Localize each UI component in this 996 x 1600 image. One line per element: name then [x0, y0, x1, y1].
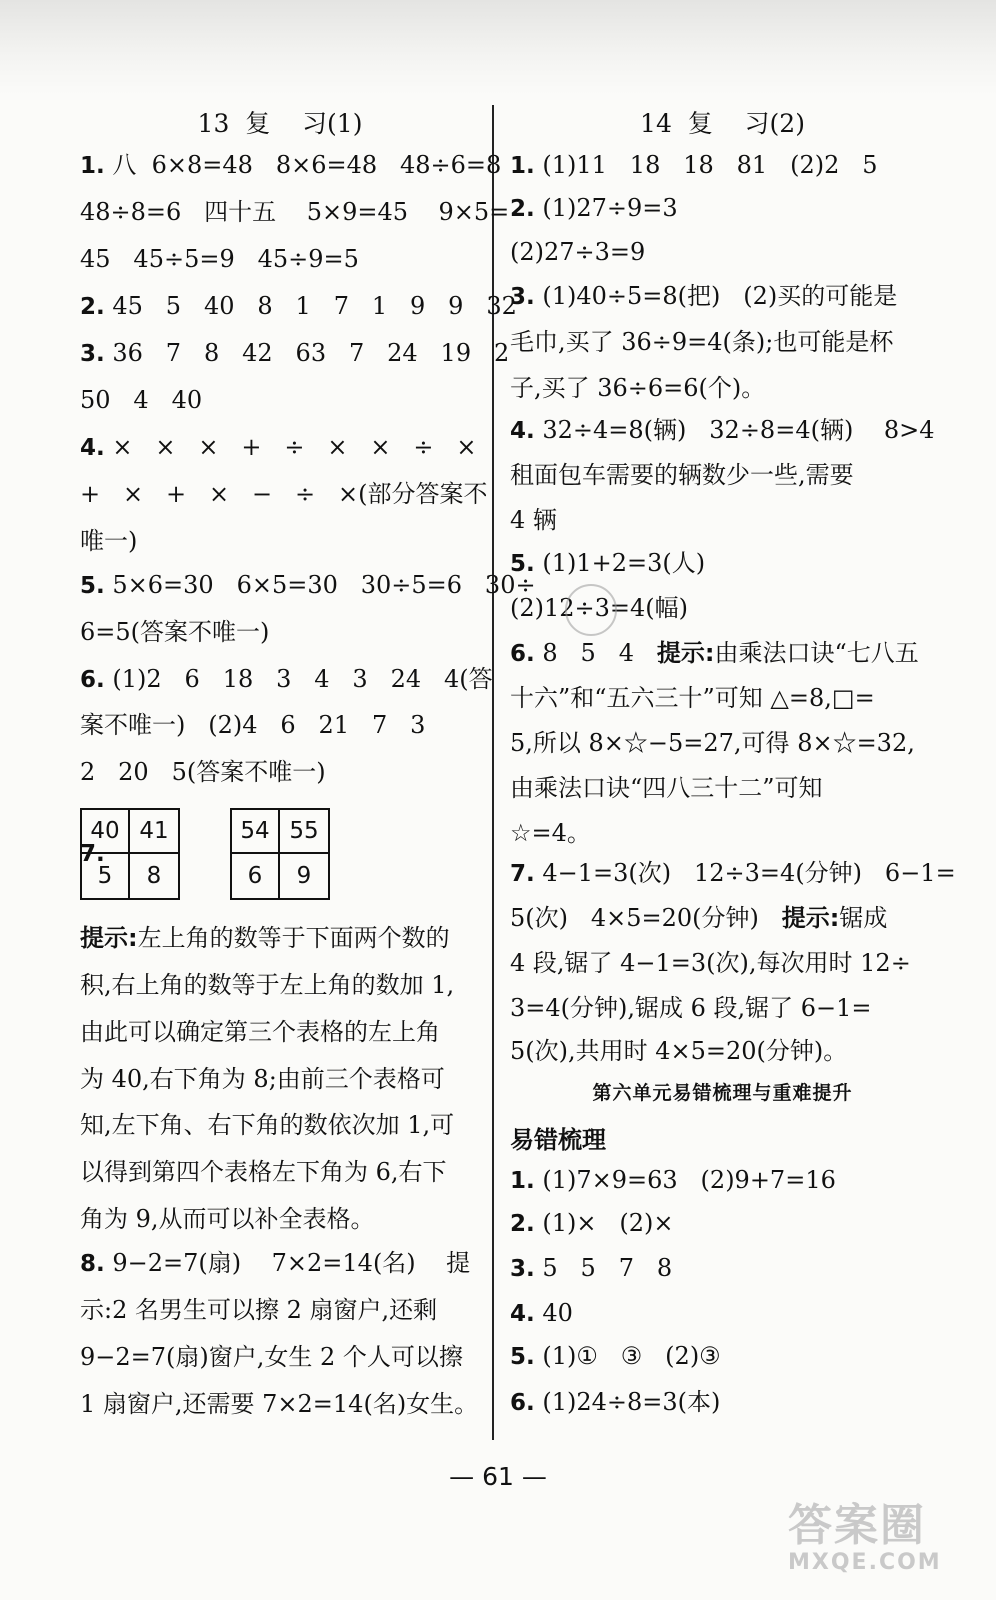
- question-number: 6.: [510, 1390, 535, 1416]
- question-number: 2.: [510, 196, 535, 222]
- hint-line: [80, 1012, 440, 1052]
- grid-cell: 55: [280, 810, 328, 854]
- answer-line: [510, 768, 823, 808]
- answer-text: 50 4 40: [80, 386, 203, 414]
- answer-line: [510, 368, 765, 408]
- grid-cell: 6: [232, 854, 280, 898]
- answer-line: [80, 333, 509, 373]
- answer-text: 5,所以 8×☆−5=27,可得 8×☆=32,: [510, 729, 915, 757]
- question-7-label: 7.: [80, 841, 105, 867]
- answer-text: 6=5(答案不唯一): [80, 618, 270, 646]
- answer-line: [510, 898, 887, 938]
- answer-text: 案不唯一) (2)4 6 21 7 3: [80, 711, 426, 739]
- hint-label: 提示:: [781, 904, 840, 932]
- answer-line: [80, 565, 536, 605]
- answer-text: × × × + ÷ × × ÷ ×: [104, 433, 477, 461]
- error-review-title: 易错梳理: [510, 1126, 606, 1154]
- answer-text: 1 扇窗户,还需要 7×2=14(名)女生。: [80, 1390, 479, 1418]
- answer-text: 4−1=3(次) 12÷3=4(分钟) 6−1=: [534, 859, 956, 887]
- scan-top-shadow: [0, 0, 996, 95]
- hint-line: [80, 1152, 447, 1192]
- answer-text: 5(次) 4×5=20(分钟): [510, 904, 782, 932]
- answer-line: [510, 678, 875, 718]
- page-number: — 61 —: [449, 1462, 547, 1491]
- left-section-heading: 13 复 习(1): [197, 109, 363, 138]
- grid-cell: 40: [82, 810, 130, 854]
- grid-cell: 41: [130, 810, 178, 854]
- hint-label: 提示:: [80, 924, 138, 952]
- answer-line: [80, 659, 493, 699]
- answer-text: (1)40÷5=8(把) (2)买的可能是: [534, 282, 898, 310]
- question-number: 3.: [80, 341, 105, 367]
- number-grid-2: [230, 808, 330, 900]
- answer-line: [80, 705, 425, 745]
- answer-text: 子,买了 36÷6=6(个)。: [510, 374, 766, 402]
- answer-line: [510, 1203, 673, 1243]
- answer-line: [510, 322, 893, 362]
- question-number: 8.: [80, 1251, 105, 1277]
- answer-text: 9−2=7(扇) 7×2=14(名) 提: [104, 1249, 471, 1277]
- answer-text: (1)× (2)×: [534, 1209, 674, 1237]
- answer-text: 5(次),共用时 4×5=20(分钟)。: [510, 1037, 848, 1065]
- hint-line: [80, 918, 450, 958]
- answer-text: 5 5 7 8: [534, 1254, 673, 1282]
- answer-text: (1)27÷9=3: [534, 194, 678, 222]
- grid-cell: 8: [146, 863, 162, 889]
- faint-stamp-mark: [565, 584, 617, 636]
- answer-text: 3=4(分钟),锯成 6 段,锯了 6−1=: [510, 994, 872, 1022]
- answer-line: [510, 988, 872, 1028]
- answer-line: [80, 1384, 478, 1424]
- question-number: 4.: [510, 418, 535, 444]
- answer-line: [80, 474, 487, 514]
- answer-text: (1)24÷8=3(本): [534, 1388, 721, 1416]
- answer-text: 5×6=30 6×5=30 30÷5=6 30÷: [104, 571, 536, 599]
- grid-cell: 54: [232, 810, 280, 854]
- answer-line: [510, 633, 919, 673]
- hint-label: 提示:: [656, 639, 715, 667]
- answer-text: + × + × − ÷ ×(部分答案不: [80, 480, 488, 508]
- answer-text: 4 辆: [510, 506, 557, 534]
- answer-line: [510, 145, 878, 185]
- hint-text: 知,左下角、右下角的数依次加 1,可: [80, 1111, 455, 1139]
- unit-section-title: 第六单元易错梳理与重难提升: [592, 1082, 853, 1104]
- answer-text: 唯一): [80, 527, 138, 555]
- question-number: 5.: [510, 551, 535, 577]
- answer-line: [80, 380, 202, 420]
- answer-line: [80, 1243, 470, 1283]
- hint-line: [80, 1105, 454, 1145]
- answer-text: 40: [534, 1299, 573, 1327]
- question-number: 2.: [510, 1211, 535, 1237]
- answer-line: [510, 1248, 672, 1288]
- question-number: 6.: [80, 667, 105, 693]
- answer-text: (1)2 6 18 3 4 3 24 4(答: [104, 665, 493, 693]
- answer-text: 毛巾,买了 36÷9=4(条);也可能是杯: [510, 328, 894, 356]
- answer-text: 由乘法口诀“四八三十二”可知: [510, 774, 823, 802]
- answer-text: 八 6×8=48 8×6=48 48÷6=8: [104, 151, 502, 179]
- answer-line: [510, 853, 956, 893]
- question-number: 4.: [510, 1301, 535, 1327]
- answer-text: 48÷8=6 四十五 5×9=45 9×5=: [80, 198, 510, 226]
- hint-text: 由此可以确定第三个表格的左上角: [80, 1018, 440, 1046]
- answer-text: 锯成: [839, 904, 888, 932]
- number-grid-1: [80, 808, 180, 900]
- grid-cell: 9: [296, 863, 312, 889]
- hint-text: 以得到第四个表格左下角为 6,右下: [80, 1158, 447, 1186]
- question-number: 1.: [510, 1168, 535, 1194]
- answer-text: (1)1+2=3(人): [534, 549, 706, 577]
- question-number: 5.: [80, 573, 105, 599]
- answer-text: 由乘法口诀“七八五: [714, 639, 919, 667]
- question-number: 2.: [80, 294, 105, 320]
- answer-line: [510, 813, 591, 853]
- question-number: 3.: [510, 1256, 535, 1282]
- hint-line: [80, 1199, 375, 1239]
- answer-line: [510, 723, 915, 763]
- answer-text: (1)11 18 18 81 (2)2 5: [534, 151, 878, 179]
- answer-text: 32÷4=8(辆) 32÷8=4(辆) 8>4: [534, 416, 935, 444]
- answer-line: [510, 543, 705, 583]
- answer-text: 45 45÷5=9 45÷9=5: [80, 245, 359, 273]
- answer-line: [80, 521, 137, 561]
- answer-text: 8 5 4: [534, 639, 657, 667]
- question-number: 1.: [80, 153, 105, 179]
- answer-line: [510, 1382, 720, 1422]
- hint-text: 积,右上角的数等于左上角的数加 1,: [80, 971, 455, 999]
- watermark-logo: [788, 1502, 978, 1580]
- answer-line: [510, 232, 645, 272]
- hint-line: [80, 965, 454, 1005]
- answer-line: [510, 500, 557, 540]
- answer-line: [510, 410, 934, 450]
- answer-line: [80, 286, 517, 326]
- answer-line: [510, 1031, 847, 1071]
- answer-line: [510, 455, 854, 495]
- answer-text: 36 7 8 42 63 7 24 19 2: [104, 339, 510, 367]
- watermark-url: MXQE.COM: [788, 1550, 942, 1575]
- answer-line: [510, 276, 897, 316]
- question-number: 5.: [510, 1344, 535, 1370]
- answer-line: [80, 1290, 437, 1330]
- question-number: 7.: [510, 861, 535, 887]
- watermark-text: 答案圈: [788, 1500, 926, 1551]
- answer-text: 十六”和“五六三十”可知 △=8,□=: [510, 684, 875, 712]
- answer-text: 45 5 40 8 1 7 1 9 9 32: [104, 292, 517, 320]
- answer-line: [510, 1336, 721, 1376]
- answer-line: [80, 145, 501, 185]
- answer-line: [80, 427, 476, 467]
- answer-line: [510, 943, 911, 983]
- answer-line: [80, 192, 509, 232]
- answer-line: [510, 1293, 573, 1333]
- answer-text: (1)7×9=63 (2)9+7=16: [534, 1166, 836, 1194]
- answer-line: [80, 752, 326, 792]
- answer-text: 示:2 名男生可以擦 2 扇窗户,还剩: [80, 1296, 438, 1324]
- answer-text: 租面包车需要的辆数少一些,需要: [510, 461, 854, 489]
- hint-text: 角为 9,从而可以补全表格。: [80, 1205, 375, 1233]
- answer-line: [80, 1337, 463, 1377]
- answer-text: 2 20 5(答案不唯一): [80, 758, 326, 786]
- question-number: 4.: [80, 435, 105, 461]
- answer-text: (1)① ③ (2)③: [534, 1342, 721, 1370]
- grid-cell: 5: [82, 854, 130, 898]
- answer-line: [510, 1160, 836, 1200]
- hint-text: 为 40,右下角为 8;由前三个表格可: [80, 1065, 445, 1093]
- question-number: 3.: [510, 284, 535, 310]
- hint-line: [80, 1059, 445, 1099]
- hint-text: 左上角的数等于下面两个数的: [137, 924, 450, 952]
- answer-line: [510, 188, 678, 228]
- answer-line: [80, 612, 269, 652]
- answer-text: (2)27÷3=9: [510, 238, 646, 266]
- answer-text: ☆=4。: [510, 819, 591, 847]
- question-number: 1.: [510, 153, 535, 179]
- answer-text: (2)12÷3=4(幅): [510, 594, 689, 622]
- question-number: 6.: [510, 641, 535, 667]
- answer-line: [80, 239, 359, 279]
- answer-text: 4 段,锯了 4−1=3(次),每次用时 12÷: [510, 949, 911, 977]
- answer-text: 9−2=7(扇)窗户,女生 2 个人可以擦: [80, 1343, 463, 1371]
- right-section-heading: 14 复 习(2): [640, 109, 805, 138]
